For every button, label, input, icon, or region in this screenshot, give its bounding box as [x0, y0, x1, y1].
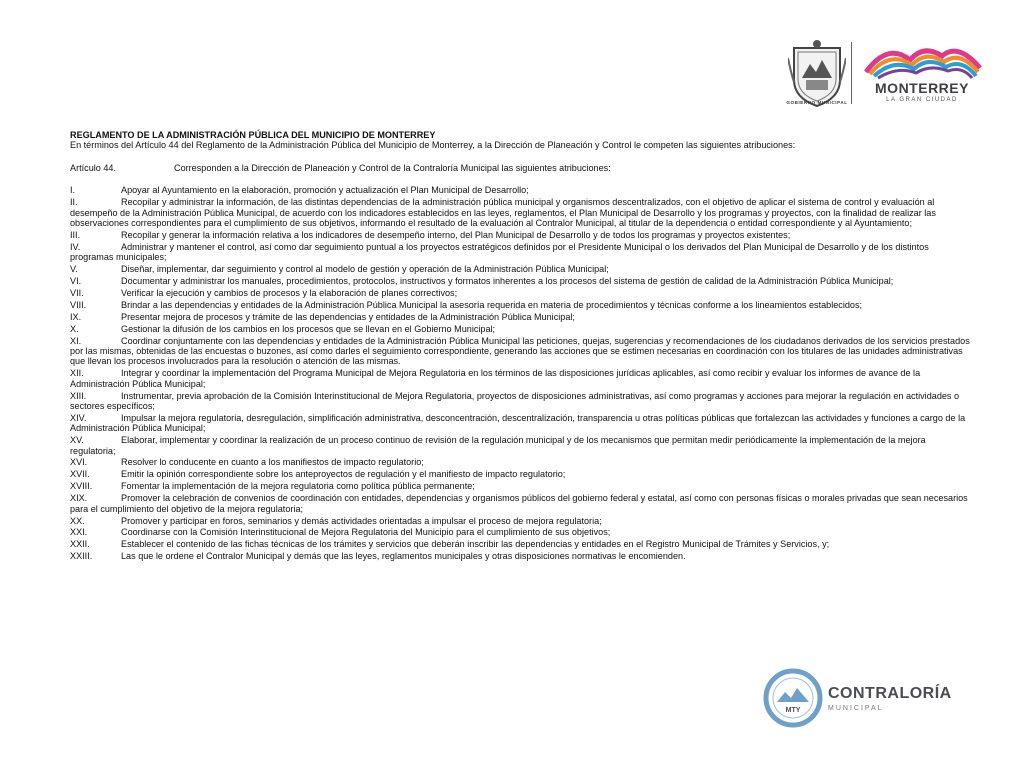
attribution-text: Establecer el contenido de las fichas técnicas de los trámites y servicios que deberán inscribir las dependencias y entidades en el Registro Municipal de Trámites y Servicios, y; — [121, 539, 830, 550]
attribution-item — [70, 185, 970, 195]
attribution-numeral: XVIII. — [70, 481, 93, 492]
attribution-item — [70, 312, 970, 322]
attribution-numeral: XXII. — [70, 539, 90, 550]
attribution-item — [70, 197, 970, 228]
attribution-numeral: V. — [70, 264, 78, 275]
attribution-item — [70, 336, 970, 367]
attribution-item — [70, 539, 970, 549]
contraloria-badge-icon — [763, 668, 823, 728]
article-heading — [70, 163, 970, 173]
attribution-numeral: XIX. — [70, 493, 88, 504]
attribution-item — [70, 324, 970, 334]
attribution-numeral: XIV. — [70, 412, 87, 423]
attribution-numeral: XIII. — [70, 390, 87, 401]
attribution-item — [70, 516, 970, 526]
attribution-numeral: XVII. — [70, 469, 90, 480]
attribution-text: Las que le ordene el Contralor Municipal y demás que las leyes, reglamentos municipales y otras disposiciones normativas le encomienden. — [121, 551, 686, 562]
attribution-text: Apoyar al Ayuntamiento en la elaboración, promoción y actualización el Plan Municipal de Desarrollo; — [121, 185, 529, 196]
monterrey-wordmark: MONTERREY — [875, 80, 969, 96]
attribution-text: Promover la celebración de convenios de coordinación con entidades, dependencias y organismos públicos del gobierno federal y estatal, así como con personas físicas o morales privadas que sean necesarios para el cumplimiento del objetivo de la mejora regulatoria; — [70, 493, 968, 514]
attribution-text: Verificar la ejecución y cambios de procesos y la elaboración de planes correctivos; — [121, 287, 458, 298]
attribution-item — [70, 481, 970, 491]
attribution-item — [70, 493, 970, 514]
attribution-item — [70, 391, 970, 412]
attribution-text: Diseñar, implementar, dar seguimiento y control al modelo de gestión y operación de la Administración Pública Municipal; — [121, 264, 609, 275]
attribution-text: Gestionar la difusión de los cambios en los procesos que se llevan en el Gobierno Municipal; — [121, 323, 496, 334]
attribution-text: Instrumentar, previa aprobación de la Comisión Interinstitucional de Mejora Regulatoria, proyectos de disposiciones administrativas, así como programas y acciones para mejorar la regulación en actividades o sectores específicos; — [70, 390, 960, 411]
attribution-numeral: IV. — [70, 241, 81, 252]
attribution-numeral: VII. — [70, 287, 84, 298]
attribution-numeral: II. — [70, 197, 78, 208]
attributions-list — [70, 185, 970, 561]
municipal-seal-icon — [788, 38, 846, 108]
attribution-numeral: XXIII. — [70, 551, 93, 562]
document-intro: En términos del Artículo 44 del Reglamento de la Administración Pública del Municipio de Monterrey, a la Dirección de Planeación y Control le competen las siguientes atribuciones: — [70, 140, 796, 151]
badge-text: MTY — [785, 707, 801, 714]
logo-divider — [851, 42, 852, 104]
attribution-item — [70, 551, 970, 561]
seal-caption: GOBIERNO MUNICIPAL — [786, 100, 848, 105]
attribution-item — [70, 288, 970, 298]
attribution-text: Impulsar la mejora regulatoria, desregulación, simplificación administrativa, desconcentración, descentralización, transparencia u otras políticas públicas que fortalezcan las actividades y funciones a cargo de la Administración Pública Municipal; — [70, 412, 966, 434]
contraloria-wordmark: CONTRALORÍA — [828, 685, 952, 702]
attribution-text: Coordinar conjuntamente con las dependencias y entidades de la Administración Pública Municipal las peticiones, quejas, sugerencias y recomendaciones de los ciudadanos derivados de los servicios prestados por las mismas, obtenidas de las encuestas o buzones, así como darles el seguimiento correspondiente, generando las acciones que se estimen necesarias en coordinación con los titulares de las unidades administrativas que llevan los procesos involucrados para la resolución o atención de las mismas. — [70, 335, 970, 367]
attribution-text: Documentar y administrar los manuales, procedimientos, protocolos, instructivos y formatos inherentes a los procesos del sistema de gestión de calidad de la Administración Pública Municipal; — [121, 275, 894, 286]
attribution-numeral: XVI. — [70, 457, 88, 468]
document-body — [70, 130, 970, 563]
attribution-text: Integrar y coordinar la implementación del Programa Municipal de Mejora Regulatoria en los términos de las disposiciones jurídicas aplicables, así como recibir y evaluar los informes de avance de la Administración Pública Municipal; — [70, 368, 921, 389]
attribution-text: Resolver lo conducente en cuanto a los manifiestos de impacto regulatorio; — [121, 457, 424, 468]
attribution-item — [70, 435, 970, 456]
attribution-text: Promover y participar en foros, seminarios y demás actividades orientadas a impulsar el proceso de mejora regulatoria; — [121, 515, 602, 526]
attribution-text: Elaborar, implementar y coordinar la realización de un proceso continuo de revisión de la regulación municipal y de los mecanismos que permitan medir periódicamente la implementación de la mejora regulatoria; — [70, 435, 926, 456]
contraloria-subtitle: MUNICIPAL — [828, 705, 884, 712]
attribution-text: Brindar a las dependencias y entidades de la Administración Pública Municipal la asesoría requerida en materia de procedimientos y técnicas conforme a los lineamientos establecidos; — [121, 299, 863, 310]
attribution-numeral: VI. — [70, 275, 82, 286]
attribution-item — [70, 469, 970, 479]
attribution-item — [70, 527, 970, 537]
attribution-numeral: XV. — [70, 435, 84, 446]
attribution-item — [70, 413, 970, 434]
attribution-item — [70, 368, 970, 389]
attribution-numeral: XI. — [70, 335, 82, 346]
attribution-numeral: XX. — [70, 515, 85, 526]
attribution-item — [70, 242, 970, 263]
attribution-text: Fomentar la implementación de la mejora regulatoria como política pública permanente; — [121, 481, 475, 492]
attribution-item — [70, 300, 970, 310]
attribution-numeral: XII. — [70, 368, 84, 379]
attribution-numeral: III. — [70, 229, 81, 240]
attribution-numeral: X. — [70, 323, 79, 334]
attribution-item — [70, 264, 970, 274]
attribution-numeral: IX. — [70, 311, 82, 322]
attribution-item — [70, 230, 970, 240]
attribution-text: Administrar y mantener el control, así como dar seguimiento puntual a los proyectos estratégicos definidos por el Presidente Municipal o los derivados del Plan Municipal de Desarrollo y de los distintos programas municipales; — [70, 241, 929, 263]
attribution-text: Recopilar y generar la información relativa a los indicadores de desempeño interno, del Plan Municipal de Desarrollo y de todos los programas y proyectos existentes; — [121, 229, 791, 240]
article-text: Corresponden a la Dirección de Planeación y Control de la Contraloría Municipal las siguientes atribuciones: — [174, 162, 611, 173]
attribution-numeral: I. — [70, 185, 76, 196]
monterrey-tagline: LA GRAN CIUDAD — [886, 97, 958, 103]
document-title: REGLAMENTO DE LA ADMINISTRACIÓN PÚBLICA DEL MUNICIPIO DE MONTERREY — [70, 130, 436, 140]
attribution-item — [70, 457, 970, 467]
attribution-text: Recopilar y administrar la información, de las distintas dependencias de la administración pública municipal y organismos descentralizados, con el objetivo de aplicar el sistema de control y evaluación al desempeño de la Administración Pública Municipal, de acuerdo con los indicadores establecidos en las leyes, reglamentos, el Plan Municipal de Desarrollo y los programas y proyectos, con la finalidad de realizar las observaciones correspondientes para el cumplimiento de sus objetivos, informando el resultado de la evaluación al Contralor Municipal, al titular de la dependencia o entidad correspondiente y al Ayuntamiento; — [70, 197, 936, 228]
attribution-item — [70, 276, 970, 286]
attribution-text: Emitir la opinión correspondiente sobre los anteproyectos de regulación y el manifiesto de impacto regulatorio; — [121, 469, 566, 480]
attribution-text: Presentar mejora de procesos y trámite de las dependencias y entidades de la Administración Pública Municipal; — [121, 311, 575, 322]
attribution-text: Coordinarse con la Comisión Interinstitucional de Mejora Regulatoria del Municipio para el cumplimiento de sus objetivos; — [121, 527, 611, 538]
attribution-numeral: VIII. — [70, 299, 87, 310]
article-number: Artículo 44. — [70, 162, 116, 173]
attribution-numeral: XXI. — [70, 527, 88, 538]
